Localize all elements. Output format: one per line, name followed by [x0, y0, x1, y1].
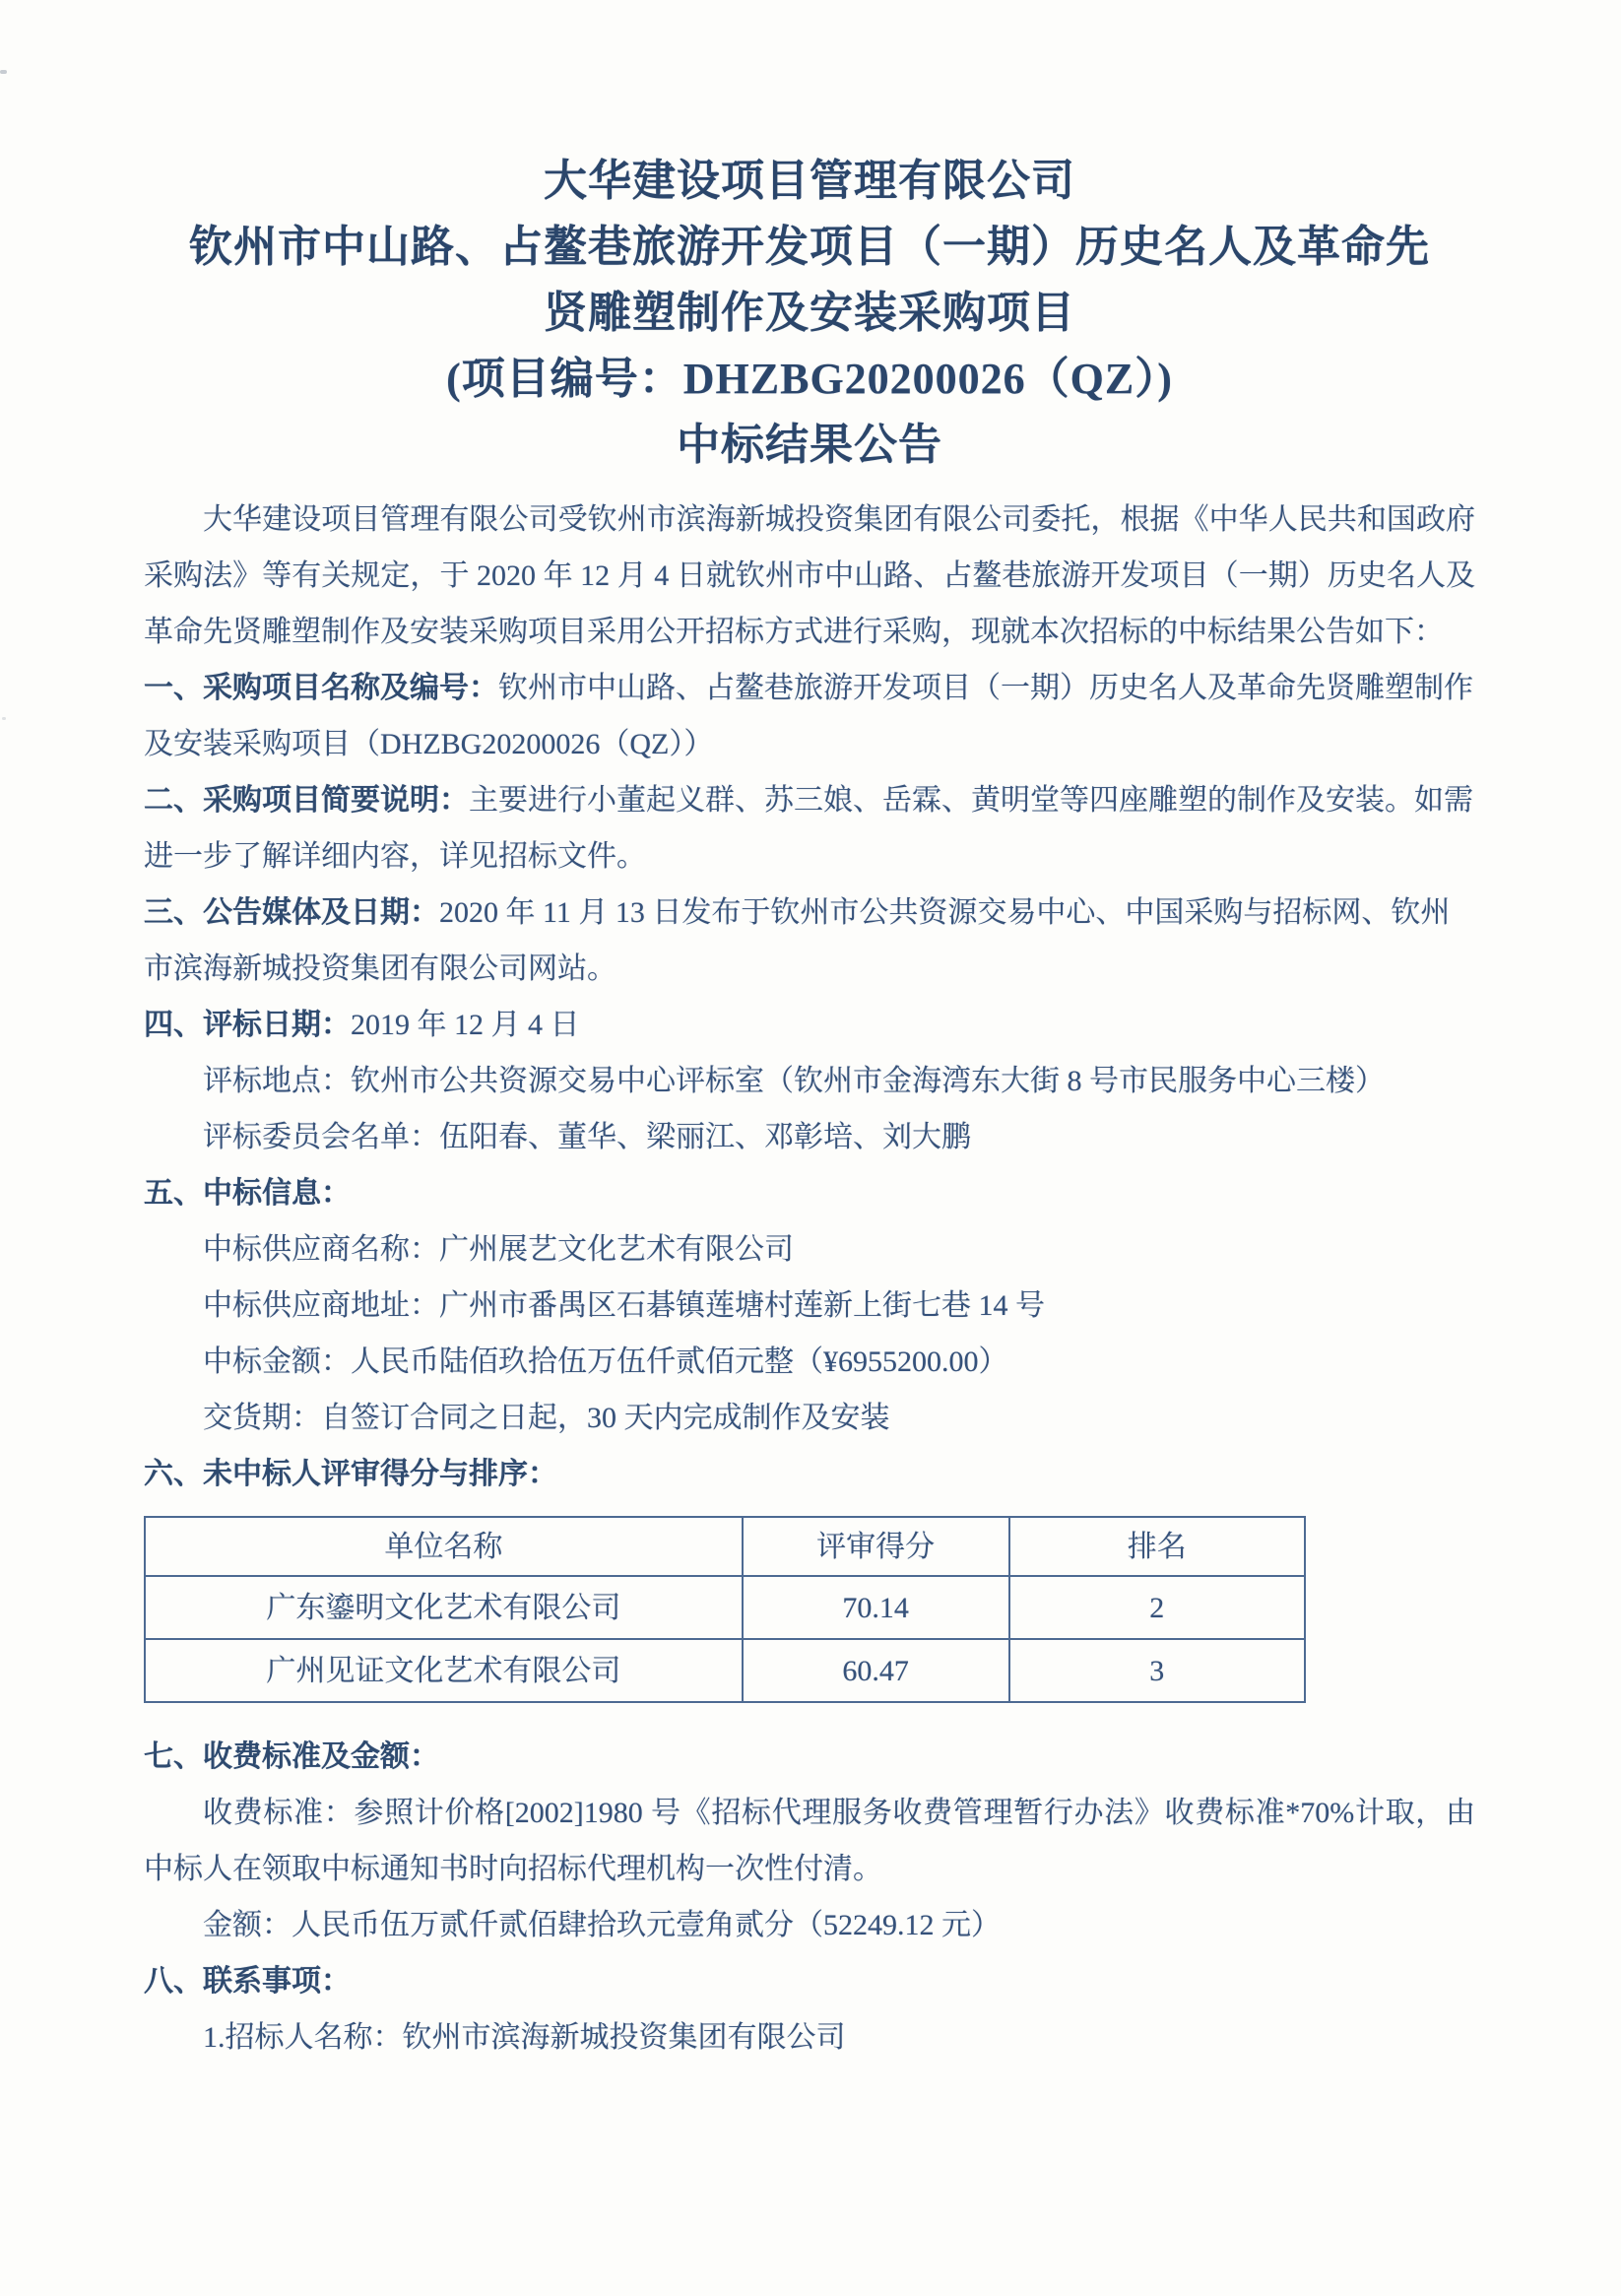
winning-supplier-name: 中标供应商名称：广州展艺文化艺术有限公司: [203, 1233, 794, 1266]
section-1-text: 钦州市中山路、占鳌巷旅游开发项目（一期）历史名人及革命先贤雕塑制作及安装采购项目（DHZBG20200026（QZ））: [144, 672, 1473, 760]
tenderee-name: 1.招标人名称：钦州市滨海新城投资集团有限公司: [203, 2021, 846, 2054]
score-table-header-row: [145, 1517, 1305, 1576]
project-title-line-2: 贤雕塑制作及安装采购项目: [544, 289, 1075, 337]
table-row: [145, 1576, 1305, 1639]
section-8-label: 八、联系事项：: [144, 1965, 351, 1998]
intro-paragraph: 大华建设项目管理有限公司受钦州市滨海新城投资集团有限公司委托，根据《中华人民共和国政府采购法》等有关规定，于 2020 年 12 月 4 日就钦州市中山路、占鳌巷旅游开发项目（一期）历史名人及革命先贤雕塑制作及安装采购项目采用公开招标方式进行采购，现就本次招标的中标结果公告如下：: [144, 503, 1475, 648]
section-1-label: 一、采购项目名称及编号：: [144, 672, 498, 704]
score-table: [144, 1516, 1306, 1703]
table-row: [145, 1639, 1305, 1702]
announcement-title: 中标结果公告: [677, 421, 942, 469]
title-block: [144, 148, 1475, 478]
section-6-losing-bidders: [144, 1446, 1475, 1502]
scan-artifact: [0, 70, 7, 74]
header-company-name: 单位名称: [145, 1517, 743, 1576]
section-2-text: 主要进行小董起义群、苏三娘、岳霖、黄明堂等四座雕塑的制作及安装。如需进一步了解详细内容，详见招标文件。: [144, 784, 1473, 873]
row-1-company: 广东鎏明文化艺术有限公司: [145, 1576, 743, 1639]
section-3-text: 2020 年 11 月 13 日发布于钦州市公共资源交易中心、中国采购与招标网、钦州市滨海新城投资集团有限公司网站。: [144, 896, 1451, 985]
section-8-contact: [144, 1953, 1475, 2009]
header-rank: 排名: [1009, 1517, 1305, 1576]
section-1-project-name: [144, 660, 1475, 772]
fee-amount: 金额：人民币伍万贰仟贰佰肆拾玖元壹角贰分（52249.12 元）: [203, 1909, 1001, 1941]
row-2-company: 广州见证文化艺术有限公司: [145, 1639, 743, 1702]
section-2-label: 二、采购项目简要说明：: [144, 784, 469, 817]
section-3-announcement-media: [144, 885, 1475, 997]
winning-supplier-address: 中标供应商地址：广州市番禺区石碁镇莲塘村莲新上街七巷 14 号: [203, 1289, 1045, 1322]
company-title: 大华建设项目管理有限公司: [544, 157, 1075, 205]
scan-artifact: [2, 717, 6, 720]
section-4-text: 2019 年 12 月 4 日: [351, 1009, 580, 1041]
section-7-label: 七、收费标准及金额：: [144, 1740, 439, 1773]
delivery-period: 交货期：自签订合同之日起，30 天内完成制作及安装: [203, 1402, 890, 1434]
section-3-label: 三、公告媒体及日期：: [144, 896, 439, 929]
evaluation-committee: 评标委员会名单：伍阳春、董华、梁丽江、邓彰培、刘大鹏: [203, 1121, 971, 1153]
section-4-label: 四、评标日期：: [144, 1009, 351, 1041]
project-title-line-1: 钦州市中山路、占鳌巷旅游开发项目（一期）历史名人及革命先: [189, 223, 1430, 271]
header-review-score: 评审得分: [743, 1517, 1009, 1576]
section-4-evaluation-date: [144, 997, 1475, 1053]
section-6-label: 六、未中标人评审得分与排序：: [144, 1458, 557, 1490]
row-2-rank: 3: [1009, 1639, 1305, 1702]
fee-standard-text: 收费标准：参照计价格[2002]1980 号《招标代理服务收费管理暂行办法》收费标准*70%计取，由中标人在领取中标通知书时向招标代理机构一次性付清。: [144, 1797, 1475, 1885]
row-2-score: 60.47: [743, 1639, 1009, 1702]
section-7-fee-standard: [144, 1729, 1475, 1785]
row-1-score: 70.14: [743, 1576, 1009, 1639]
section-5-label: 五、中标信息：: [144, 1177, 351, 1210]
document-body: [144, 492, 1475, 2066]
project-number: (项目编号：DHZBG20200026（QZ）): [446, 355, 1173, 403]
section-5-award-info: [144, 1165, 1475, 1221]
winning-amount: 中标金额：人民币陆佰玖拾伍万伍仟贰佰元整（¥6955200.00）: [203, 1345, 1008, 1378]
row-1-rank: 2: [1009, 1576, 1305, 1639]
evaluation-location: 评标地点：钦州市公共资源交易中心评标室（钦州市金海湾东大街 8 号市民服务中心三楼）: [203, 1065, 1385, 1097]
section-2-project-summary: [144, 772, 1475, 885]
